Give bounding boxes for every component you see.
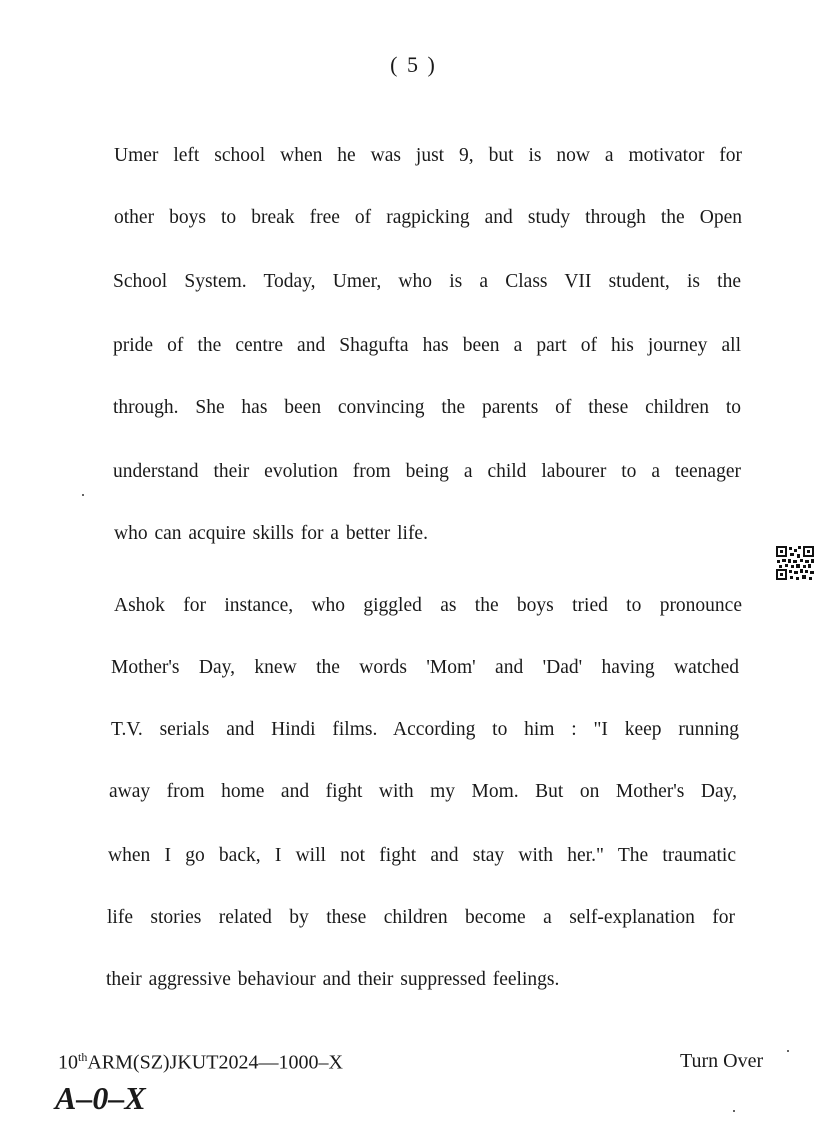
text-line: pride of the centre and Shagufta has been a part of his journey all: [113, 335, 741, 356]
scan-speck: [733, 1110, 735, 1112]
text-line: other boys to break free of ragpicking and study through the Open: [114, 207, 742, 228]
text-line: their aggressive behaviour and their suppressed feelings.: [106, 969, 560, 990]
text-line: life stories related by these children become a self-explanation for: [107, 907, 735, 928]
text-line: T.V. serials and Hindi films. According to him : "I keep running: [111, 719, 739, 740]
text-line: understand their evolution from being a child labourer to a teenager: [113, 461, 741, 482]
text-line: who can acquire skills for a better life.: [114, 523, 428, 544]
scan-speck: [82, 494, 84, 496]
text-line: Umer left school when he was just 9, but is now a motivator for: [114, 145, 742, 166]
text-line: Ashok for instance, who giggled as the boys tried to pronounce: [114, 595, 742, 616]
page-number: ( 5 ): [390, 52, 437, 77]
qr-code-icon: [775, 545, 815, 581]
text-line: Mother's Day, knew the words 'Mom' and 'Dad' having watched: [111, 657, 739, 678]
set-code: A–0–X: [55, 1080, 146, 1116]
scan-speck: [787, 1050, 789, 1052]
paper-code: 10thARM(SZ)JKUT2024—1000–X: [58, 1050, 343, 1074]
text-line: through. She has been convincing the parents of these children to: [113, 397, 741, 418]
turn-over-label: Turn Over: [680, 1050, 764, 1072]
text-line: when I go back, I will not fight and stay with her." The traumatic: [108, 845, 736, 866]
text-line: School System. Today, Umer, who is a Class VII student, is the: [113, 271, 741, 292]
text-line: away from home and fight with my Mom. But on Mother's Day,: [109, 781, 737, 802]
